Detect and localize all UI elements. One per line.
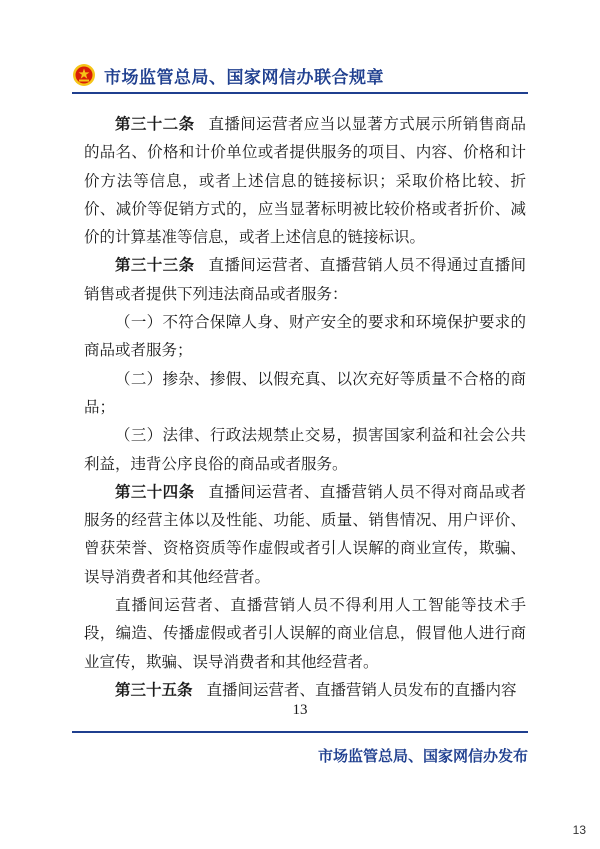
paragraph-text: （二）掺杂、掺假、以假充真、以次充好等质量不合格的商品； — [84, 369, 526, 416]
paragraph-text: （三）法律、行政法规禁止交易，损害国家利益和社会公共利益，违背公序良俗的商品或者服务。 — [84, 426, 526, 473]
page-number: 13 — [292, 702, 308, 718]
national-emblem-icon — [72, 63, 96, 87]
article-number: 第三十二条 — [115, 115, 195, 133]
footer-title: 市场监管总局、国家网信办发布 — [317, 747, 528, 765]
document-body — [84, 110, 526, 704]
paragraph-text: 直播间运营者、直播营销人员发布的直播内容 — [206, 680, 517, 699]
article-number: 第三十三条 — [115, 256, 195, 275]
paragraph-article-34 — [84, 478, 526, 591]
header-title: 市场监管总局、国家网信办联合规章 — [104, 67, 384, 88]
paragraph-article-35 — [84, 676, 526, 704]
paragraph-article-32 — [84, 110, 526, 251]
article-number: 第三十五条 — [115, 680, 193, 699]
paragraph-text: （一）不符合保障人身、财产安全的要求和环境保护要求的商品或者服务； — [84, 313, 526, 360]
corner-page-number: 13 — [572, 823, 586, 837]
paragraph-text: 直播间运营者、直播营销人员不得对商品或者服务的经营主体以及性能、功能、质量、销售情况、用户评价、曾获荣誉、资格资质等作虚假或者引人误解的商业宣传，欺骗、误导消费者和其他经营者。 — [84, 482, 526, 586]
paragraph-item-2 — [84, 365, 526, 422]
paragraph-article-33 — [84, 251, 526, 308]
page-header — [72, 60, 384, 90]
paragraph-text: 直播间运营者应当以显著方式展示所销售商品的品名、价格和计价单位或者提供服务的项目、内容、价格和计价方法等信息，或者上述信息的链接标识；采取价格比较、折价、减价等促销方式的，应当显著标明被比较价格或者折价、减价的计算基准等信息，或者上述信息的链接标识。 — [84, 115, 526, 247]
paragraph-item-1 — [84, 308, 526, 365]
paragraph-item-3 — [84, 421, 526, 478]
paragraph-article-34-2 — [84, 591, 526, 676]
paragraph-text: 直播间运营者、直播营销人员不得利用人工智能等技术手段，编造、传播虚假或者引人误解的商业信息，假冒他人进行商业宣传，欺骗、误导消费者和其他经营者。 — [84, 596, 526, 671]
paragraph-text: 直播间运营者、直播营销人员不得通过直播间销售或者提供下列违法商品或者服务： — [84, 256, 526, 303]
header-divider — [72, 92, 528, 94]
footer-divider — [72, 731, 528, 733]
article-number: 第三十四条 — [115, 482, 195, 501]
